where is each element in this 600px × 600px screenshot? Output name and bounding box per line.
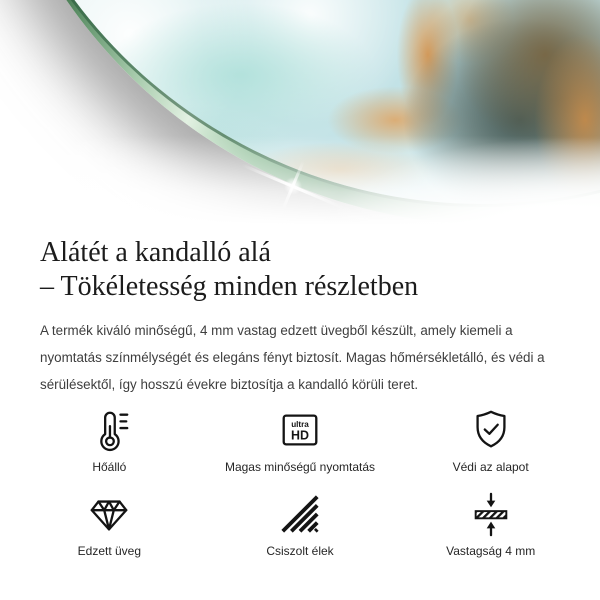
feature-tempered-glass: [14, 490, 205, 558]
hd-text: HD: [291, 428, 309, 443]
page-title: [40, 236, 560, 304]
feature-thickness: [395, 490, 586, 558]
ultra-hd-icon: [277, 406, 323, 453]
feature-polished-edges: [205, 490, 396, 558]
marble-print: [0, 0, 600, 234]
polished-edges-icon: [277, 490, 323, 537]
feature-label: Magas minőségű nyomtatás: [224, 460, 376, 474]
feature-label: Hőálló: [92, 460, 127, 474]
feature-heat-resistant: [14, 406, 205, 474]
product-photo: [0, 0, 600, 234]
product-description: A termék kiváló minőségű, 4 mm vastag edzett üvegből készült, amely kiemeli a nyomtatás színmélységét és elegáns fényt biztosít. Magas hőmérsékletálló, és védi a sérülésektől, így hosszú évekre biztosítja a kandalló körüli teret.: [40, 323, 545, 392]
feature-protects-base: [395, 406, 586, 474]
ultra-text: ultra: [291, 419, 309, 429]
features-grid: [0, 406, 600, 558]
feature-label: Edzett üveg: [77, 544, 142, 558]
feature-label: Vastagság 4 mm: [446, 544, 536, 558]
page-title-line1: Alátét a kandalló alá: [40, 237, 271, 268]
feature-label: Csiszolt élek: [266, 544, 334, 558]
thickness-icon: [468, 490, 514, 537]
shield-check-icon: [468, 406, 514, 453]
feature-label: Védi az alapot: [452, 460, 529, 474]
feature-print-quality: [205, 406, 396, 474]
diamond-icon: [86, 490, 132, 537]
thermometer-icon: [86, 406, 132, 453]
page-title-line2: – Tökéletesség minden részletben: [40, 271, 419, 302]
